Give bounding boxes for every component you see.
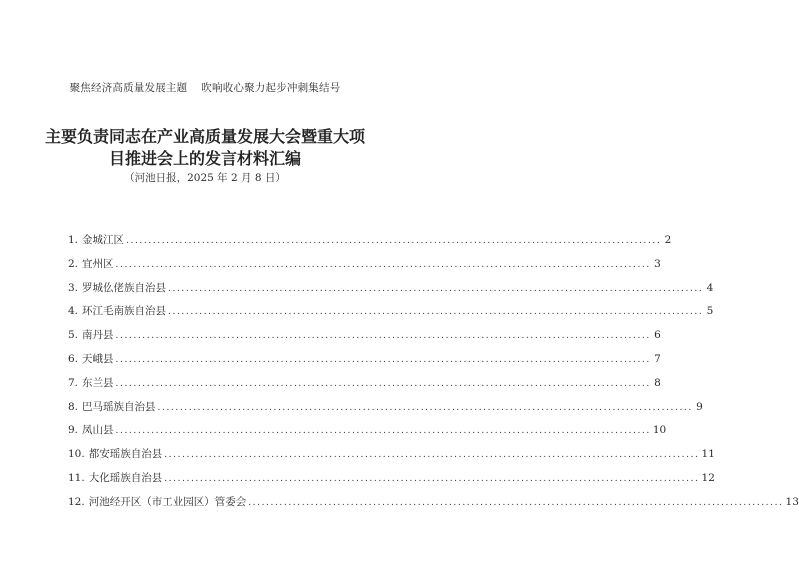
header-theme-line <box>0 80 410 95</box>
toc-entry-page-number: 10 <box>652 424 667 437</box>
toc-entry-title: 宜州区 <box>82 257 114 270</box>
toc-entry-page-number: 9 <box>696 400 703 413</box>
toc-dot-leader: ........................................................................................................................ <box>157 402 693 413</box>
toc-entry-number: 11. <box>68 471 85 484</box>
toc-entry-page-number: 5 <box>706 305 714 318</box>
toc-entry-page-number: 11 <box>701 448 715 461</box>
header-theme-right: 吹响收心聚力起步冲刺集结号 <box>201 82 341 94</box>
toc-entry-title: 巴马瑶族自治县 <box>82 400 156 413</box>
toc-entry-title: 河池经开区（市工业园区）管委会 <box>88 495 247 508</box>
document-title-line-2: 目推进会上的发言材料汇编 <box>108 149 301 168</box>
toc-entry-number: 10. <box>68 448 85 461</box>
toc-dot-leader: ........................................................................................................................ <box>115 354 651 365</box>
toc-entry-number: 12. <box>68 495 85 508</box>
toc-entry[interactable] <box>68 280 714 304</box>
toc-entry-title: 罗城仫佬族自治县 <box>82 281 167 294</box>
toc-entry[interactable] <box>68 470 715 494</box>
toc-entry[interactable] <box>68 232 672 256</box>
toc-entry-number: 7. <box>68 376 79 389</box>
toc-entry-number: 6. <box>68 352 79 365</box>
toc-entry-title: 大化瑶族自治县 <box>88 471 163 484</box>
toc-entry-page-number: 6 <box>654 329 661 342</box>
toc-entry-number: 9. <box>68 424 79 437</box>
document-title-line-1: 主要负责同志在产业高质量发展大会暨重大项 <box>44 127 365 146</box>
toc-entry[interactable] <box>68 494 799 518</box>
toc-entry-title: 凤山县 <box>82 424 114 437</box>
toc-entry-page-number: 4 <box>706 281 714 294</box>
toc-entry-number: 5. <box>68 329 79 342</box>
toc-entry[interactable] <box>68 399 703 423</box>
table-of-contents <box>68 232 799 518</box>
toc-entry-number: 1. <box>68 234 79 246</box>
toc-dot-leader: ........................................................................................................................ <box>115 426 651 437</box>
toc-entry[interactable] <box>68 422 667 446</box>
toc-entry-page-number: 13 <box>785 495 799 508</box>
toc-dot-leader: ........................................................................................................................ <box>164 473 700 484</box>
toc-entry-page-number: 2 <box>664 234 672 246</box>
toc-dot-leader: ........................................................................................................................ <box>115 331 651 342</box>
toc-entry-number: 3. <box>68 281 79 294</box>
toc-entry-page-number: 12 <box>701 471 715 484</box>
toc-entry-number: 4. <box>68 305 79 318</box>
toc-entry[interactable] <box>68 256 661 280</box>
toc-dot-leader: ........................................................................................................................ <box>168 283 704 294</box>
toc-entry[interactable] <box>68 303 714 327</box>
toc-dot-leader: ........................................................................................................................ <box>115 378 651 389</box>
toc-entry-title: 东兰县 <box>82 376 114 389</box>
toc-entry-number: 8. <box>68 400 79 413</box>
toc-dot-leader: ........................................................................................................................ <box>164 450 700 461</box>
toc-entry-title: 天峨县 <box>82 352 114 365</box>
toc-entry-title: 金城江区 <box>82 234 125 246</box>
toc-entry-page-number: 8 <box>654 376 661 389</box>
toc-dot-leader: ........................................................................................................................ <box>115 259 651 270</box>
toc-entry-number: 2. <box>68 257 79 270</box>
header-theme-left: 聚焦经济高质量发展主题 <box>69 82 188 94</box>
toc-dot-leader: ........................................................................................................................ <box>168 307 704 318</box>
toc-dot-leader: ........................................................................................................................ <box>126 236 662 246</box>
toc-entry[interactable] <box>68 375 661 399</box>
toc-entry-page-number: 7 <box>654 352 661 365</box>
toc-entry-title: 环江毛南族自治县 <box>82 305 167 318</box>
toc-entry-title: 南丹县 <box>82 329 114 342</box>
source-note: （河池日报，2025 年 2 月 8 日） <box>124 172 286 184</box>
toc-entry[interactable] <box>68 327 661 351</box>
toc-entry[interactable] <box>68 351 661 375</box>
toc-dot-leader: ........................................................................................................................ <box>248 497 784 508</box>
toc-entry[interactable] <box>68 446 715 470</box>
toc-entry-title: 都安瑶族自治县 <box>88 448 163 461</box>
toc-entry-page-number: 3 <box>654 257 661 270</box>
